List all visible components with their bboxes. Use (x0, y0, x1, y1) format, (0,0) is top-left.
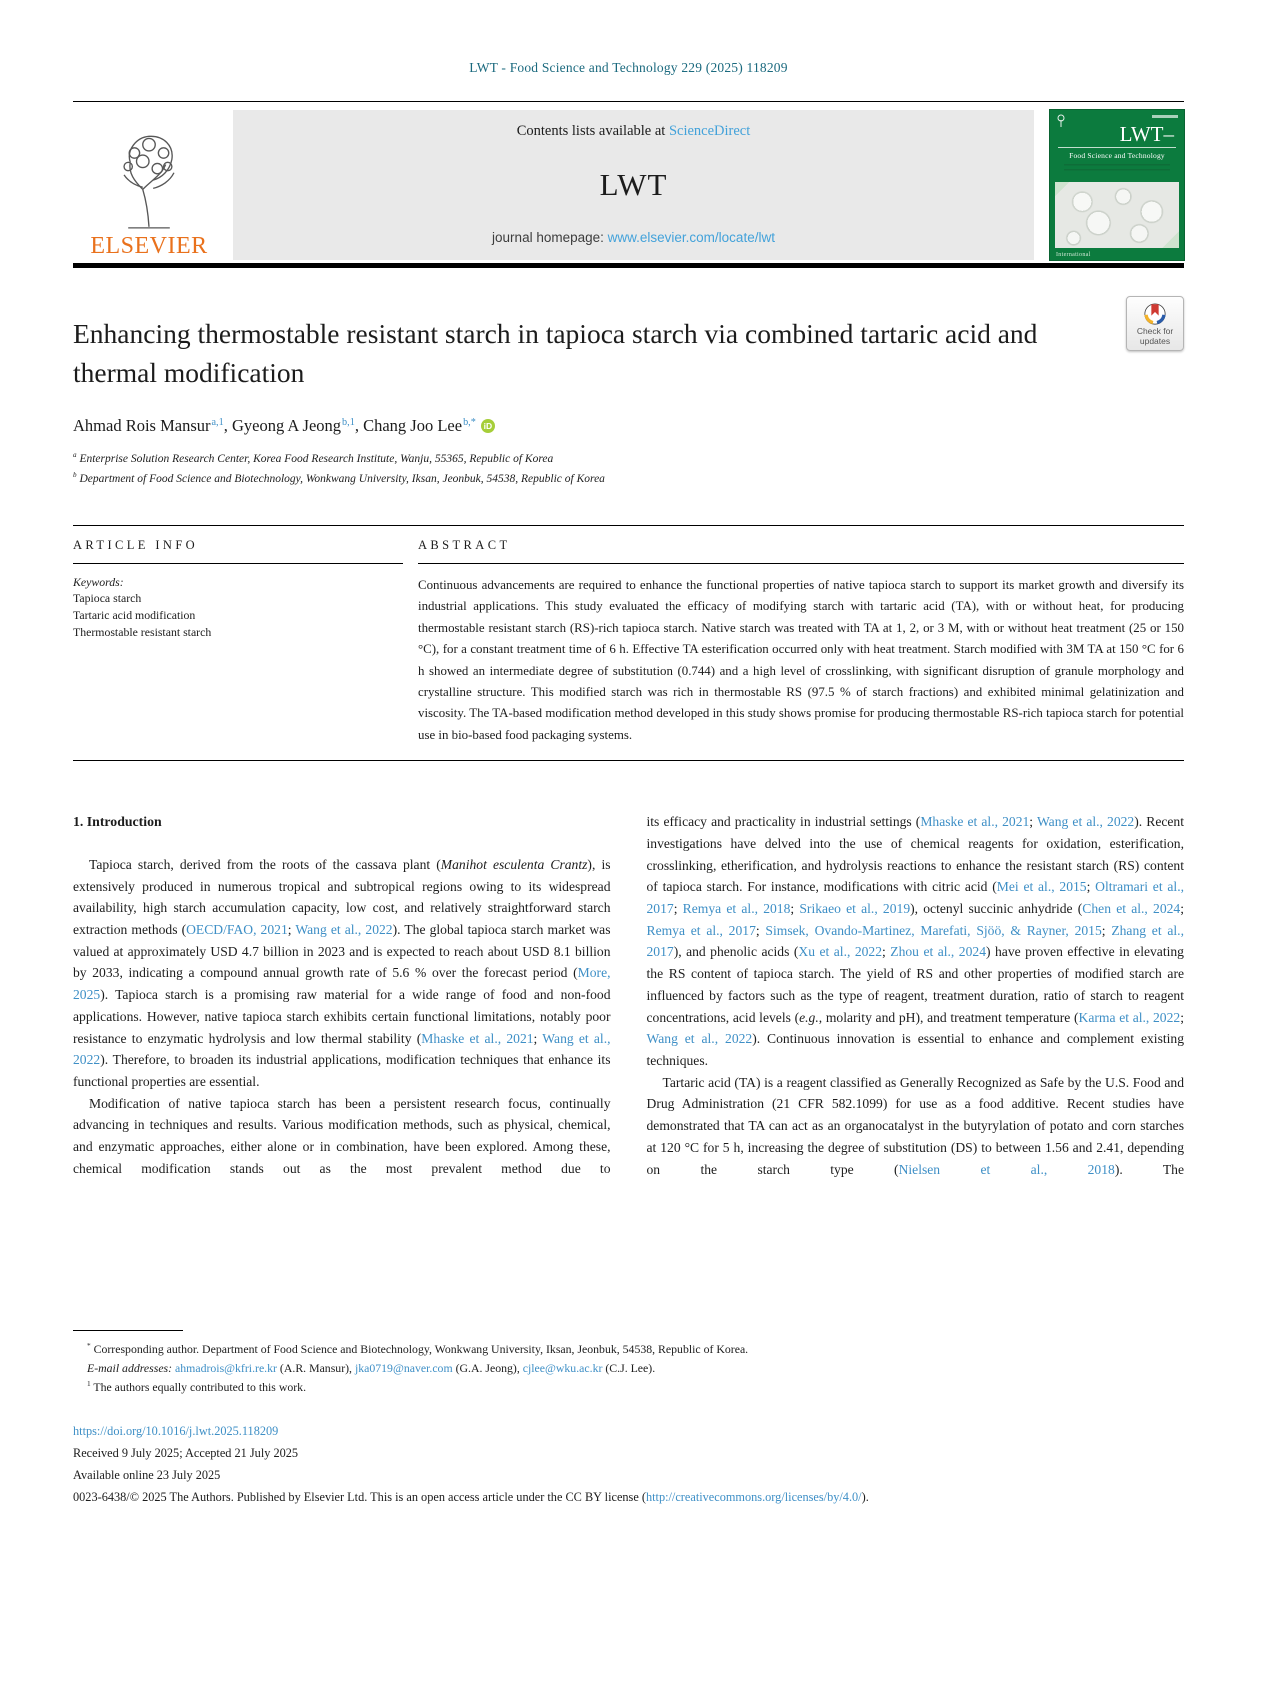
text-segment: ). Continuous innovation is essential to enhance and complement existing techniques. (646, 1031, 1185, 1068)
inline-link[interactable]: Karma et al., 2022 (1078, 1009, 1181, 1025)
footnote-email-addresses (73, 1359, 1184, 1378)
abstract-bottom-rule (73, 760, 1184, 761)
text-segment: ; (533, 1030, 543, 1046)
cover-masthead: LWT– (1119, 122, 1174, 146)
text-segment: (C.J. Lee). (602, 1361, 656, 1376)
article-title: Enhancing thermostable resistant starch in tapioca starch via combined tartaric acid and thermal modification (73, 318, 1038, 388)
text-segment: e.g. (799, 1009, 819, 1025)
text-segment: Tartaric acid (TA) is a reagent classified as Generally Recognized as Safe by the U.S. Food and Drug Administration (21 CFR 582.1099) for use as a food additive. Recent studies have demonstrated that TA can act as an organocatalyst in the butyrylation of potato and corn starches at 120 °C for 5 h, increasing the degree of substitution (DS) to between 1.56 and 2.41, depending on the starch type ( (646, 1074, 1184, 1177)
text-segment: The authors equally contributed to this work. (90, 1380, 307, 1395)
inline-link[interactable]: Remya et al., 2017 (646, 922, 756, 938)
inline-link[interactable]: Oltramari et al., 2017 (646, 879, 1184, 917)
text-segment: (A.R. Mansur), (276, 1361, 355, 1376)
section-divider-rule (73, 525, 1184, 526)
text-segment: ; (1180, 901, 1184, 917)
text-segment: ). The (1114, 1161, 1185, 1177)
text-segment: Modification of native tapioca starch has been a persistent research focus, continually advancing in techniques and results. Various modification methods, such as physical, chemical, and enzymatic approaches, either alone or in combination, have been explored. Among these, chemical modification stands out as the most prevalent method due to (73, 1095, 611, 1176)
section-heading-introduction: 1. Introduction (73, 814, 162, 830)
inline-link[interactable]: Wang et al., 2022 (1036, 814, 1135, 830)
text-segment: ), is extensively produced in numerous tropical and subtropical regions owing to its widespread availability, high starch accumulation capacity, low cost, and relatively straightforward starch extraction methods ( (73, 856, 611, 938)
inline-link[interactable]: Nielsen et al., 2018 (898, 1161, 1115, 1177)
inline-link[interactable]: ScienceDirect (668, 123, 751, 139)
text-segment: Corresponding author. Department of Food Science and Biotechnology, Wonkwang University, Iksan, Jeonbuk, 54538, Republic of Korea. (90, 1342, 749, 1357)
affiliation-a (73, 450, 1184, 470)
abstract-rule (418, 563, 1184, 564)
inline-link[interactable]: Remya et al., 2018 (682, 901, 791, 917)
inline-link[interactable]: http://creativecommons.org/licenses/by/4.0/ (645, 1489, 862, 1504)
badge-text-line2: updates (1139, 335, 1171, 346)
footnote-corresponding-author (73, 1340, 1184, 1359)
text-segment: Contents lists available at (516, 123, 669, 139)
copyright-line (73, 1487, 1184, 1509)
text-segment: ; (1180, 1009, 1184, 1025)
inline-link[interactable]: Zhang et al., 2017 (646, 922, 1184, 960)
text-segment: ; (673, 901, 683, 917)
intro-paragraph-2 (73, 1093, 611, 1180)
footnote-equal-contribution (73, 1378, 1184, 1397)
text-segment: E-mail addresses: (87, 1361, 173, 1376)
text-segment: ; (790, 901, 800, 917)
text-segment: , Gyeong A Jeong (223, 416, 342, 435)
inline-link[interactable]: Zhou et al., 2024 (890, 944, 986, 960)
authors-line (73, 416, 1184, 436)
footnote-rule (73, 1330, 183, 1331)
article-info-rule (73, 563, 403, 564)
text-segment: ). Tapioca starch is a promising raw material for a wide range of food and non-food applications. However, native tapioca starch exhibits certain functional limitations, notably poor resistance to enzymatic hydrolysis and low thermal stability ( (73, 987, 611, 1046)
text-segment: 0023-6438/© 2025 The Authors. Published by Elsevier Ltd. This is an open access article under the CC BY license ( (73, 1489, 646, 1504)
text-segment: (G.A. Jeong), (452, 1361, 523, 1376)
text-segment: ; (755, 922, 766, 938)
cover-fineprint-bars (1064, 164, 1170, 174)
doi-link[interactable]: https://doi.org/10.1016/j.lwt.2025.118209 (73, 1424, 279, 1439)
journal-banner (233, 110, 1034, 260)
elsevier-logo (73, 110, 225, 260)
elsevier-wordmark: ELSEVIER (90, 233, 208, 259)
orcid-icon[interactable]: iD (481, 419, 495, 433)
inline-link[interactable]: Mhaske et al., 2021 (421, 1030, 534, 1046)
page-footer (73, 1421, 1184, 1508)
affiliation-b (73, 470, 1184, 490)
text-segment: ; (1101, 922, 1112, 938)
keywords-label: Keywords: (73, 575, 124, 589)
affiliations (73, 450, 1184, 489)
body-column-right (647, 811, 1185, 1180)
available-online-line: Available online 23 July 2025 (73, 1467, 221, 1482)
body-column-left (73, 811, 611, 1180)
intro-paragraph-1 (73, 854, 611, 1093)
text-segment: ), octenyl succinic anhydride ( (910, 901, 1083, 917)
cover-subtitle: Food Science and Technology (1058, 147, 1176, 160)
footnotes (73, 1330, 1184, 1397)
inline-link[interactable]: Wang et al., 2022 (295, 922, 393, 938)
received-accepted-line: Received 9 July 2025; Accepted 21 July 2025 (73, 1446, 299, 1460)
text-segment: , molarity and pH), and treatment temperature ( (818, 1009, 1079, 1025)
text-segment: a (73, 451, 77, 460)
text-segment: ) have proven effective in elevating the RS content of tapioca starch. The yield of RS and other properties of modified starch are influenced by factors such as the type of reagent, treatment duration, ratio of starch to reagent concentrations, acid levels ( (646, 944, 1184, 1025)
inline-link[interactable]: Srikaeo et al., 2019 (799, 901, 911, 917)
inline-link[interactable]: a,1 (211, 416, 224, 428)
text-segment: ). Therefore, to broaden its industrial applications, modification techniques that enhance its functional properties are essential. (73, 1052, 611, 1089)
text-segment: Manihot esculenta Crantz (440, 856, 588, 872)
inline-link[interactable]: jka0719@naver.com (354, 1361, 453, 1376)
header-top-rule (73, 101, 1184, 102)
inline-link[interactable]: cjlee@wku.ac.kr (522, 1361, 603, 1376)
inline-link[interactable]: Wang et al., 2022 (73, 1030, 611, 1068)
journal-name: LWT (599, 167, 668, 202)
article-info-column (73, 538, 403, 746)
abstract-heading: ABSTRACT (418, 538, 511, 552)
text-segment: Tapioca starch, derived from the roots of the cassava plant ( (89, 856, 441, 872)
intro-paragraph-4 (647, 1072, 1185, 1181)
text-segment: its efficacy and practicality in industrial settings ( (646, 814, 921, 830)
journal-header-band (73, 110, 1184, 260)
text-segment: Ahmad Rois Mansur (73, 416, 211, 435)
inline-link[interactable]: Chen et al., 2024 (1082, 901, 1181, 917)
intro-paragraph-3 (647, 811, 1185, 1071)
text-segment: ). The global tapioca starch market was valued at approximately USD 4.7 billion in 2023 and is expected to reach about USD 8.1 billion by 2033, indicating a compound annual growth rate of 5.6 % over the forecast period ( (73, 922, 611, 981)
inline-link[interactable]: Mei et al., 2015 (996, 879, 1087, 895)
abstract-text: Continuous advancements are required to enhance the functional properties of native tapioca starch to support its market growth and diversify its industrial applications. This study evaluated the efficacy of modifying starch with tartaric acid (TA), with or without heat, for producing thermostable resistant starch (RS)-rich tapioca starch. Native starch was treated with TA at 1, 2, or 3 M, with or without heat treatment (25 or 150 °C), for a constant treatment time of 6 h. Effective TA esterification occurred only with heat treatment. Starch modified with 3M TA at 150 °C for 6 h showed an intermediate degree of substitution (0.744) and a high level of crosslinking, with significant disruption of granule morphology and crystalline structure. This modified starch was rich in thermostable RS (97.5 % of starch fractions) and exhibited minimal gelatinization and viscosity. The TA-based modification method developed in this study shows promise for producing thermostable RS-rich tapioca starch for potential use in bio-based food packaging systems. (418, 578, 1184, 742)
inline-link[interactable]: More, 2025 (73, 965, 611, 1003)
abstract-column (418, 538, 1184, 746)
inline-link[interactable]: ahmadrois@kfri.re.kr (175, 1361, 277, 1376)
text-segment: , Chang Joo Lee (354, 416, 463, 435)
keyword-item: Thermostable resistant starch (73, 625, 212, 639)
inline-link[interactable]: Mhaske et al., 2021 (920, 814, 1030, 830)
cover-volume-bar (1152, 115, 1178, 118)
check-for-updates-badge[interactable] (1126, 296, 1184, 351)
text-segment: ; (882, 944, 891, 960)
journal-reference: LWT - Food Science and Technology 229 (2025) 118209 (469, 60, 788, 75)
journal-cover-thumbnail (1050, 110, 1184, 260)
badge-text-line1: Check for (1136, 326, 1174, 336)
keyword-item: Tartaric acid modification (73, 608, 196, 622)
text-segment: ; (1029, 814, 1037, 830)
crossmark-icon (1142, 301, 1168, 327)
contents-line (517, 123, 751, 140)
text-segment: b (73, 470, 77, 479)
text-segment: ; (287, 922, 296, 938)
text-segment: ; (1086, 879, 1096, 895)
inline-link[interactable]: b,1 (342, 416, 355, 428)
author-names (73, 416, 476, 435)
inline-link[interactable]: www.elsevier.com/locate/lwt (607, 230, 775, 245)
text-segment: Enterprise Solution Research Center, Korea Food Research Institute, Wanju, 55365, Republic of Korea (76, 453, 554, 465)
cover-footer-text: International (1056, 252, 1091, 258)
inline-link[interactable]: Simsek, Ovando-Martinez, Marefati, Sjöö, & Rayner, 2015 (765, 922, 1102, 938)
header-black-bar (73, 263, 1184, 268)
text-segment: ), and phenolic acids ( (673, 944, 799, 960)
keyword-item: Tapioca starch (73, 591, 142, 605)
elsevier-tree-logo-icon (97, 127, 201, 231)
text-segment: 1 (87, 1379, 91, 1389)
text-segment: journal homepage: (492, 230, 608, 245)
article-info-heading: ARTICLE INFO (73, 538, 199, 552)
inline-link[interactable]: b,* (463, 416, 476, 428)
text-segment: ). (861, 1489, 869, 1504)
inline-link[interactable]: Wang et al., 2022 (646, 1031, 753, 1047)
inline-link[interactable]: OECD/FAO, 2021 (186, 922, 288, 938)
text-segment: * (87, 1341, 91, 1351)
cover-artwork (1055, 182, 1179, 248)
inline-link[interactable]: Xu et al., 2022 (798, 944, 883, 960)
text-segment: Department of Food Science and Biotechnology, Wonkwang University, Iksan, Jeonbuk, 54538, Republic of Korea (76, 472, 605, 485)
cover-elsevier-mini-icon (1056, 114, 1066, 128)
journal-homepage-line (492, 230, 775, 245)
text-segment: ). Recent investigations have delved into the use of chemical reagents for oxidation, esterification, crosslinking, etherification, and hydrolysis reactions to enhance the resistant starch (RS) content of tapioca starch. For instance, modifications with citric acid ( (646, 814, 1185, 895)
